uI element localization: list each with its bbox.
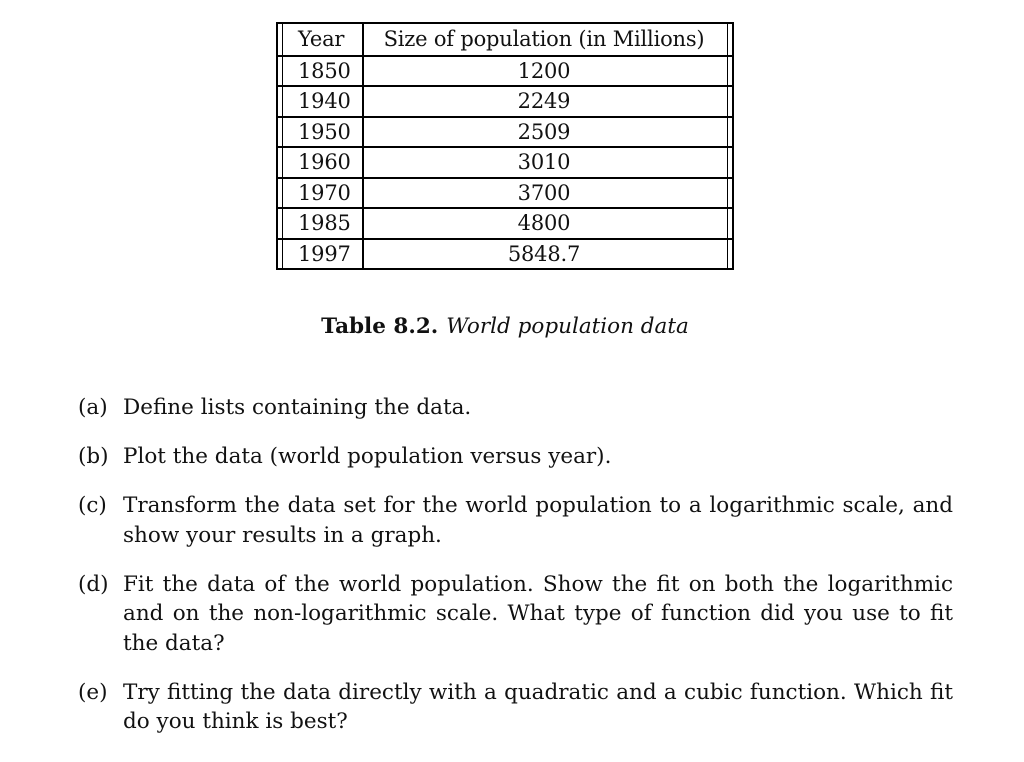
question-item bbox=[78, 570, 953, 659]
question-label: (a) bbox=[78, 395, 108, 420]
header-year: Year bbox=[298, 27, 345, 52]
cell-year: 1970 bbox=[298, 180, 351, 205]
question-label: (d) bbox=[78, 571, 109, 597]
cell-population: 5848.7 bbox=[507, 241, 581, 266]
question-list bbox=[78, 393, 953, 756]
question-text: Transform the data set for the world population to a logarithmic scale, and show your results in a graph. bbox=[123, 493, 953, 548]
cell-population: 4800 bbox=[517, 211, 571, 236]
cell-population: 3010 bbox=[517, 150, 571, 175]
cell-year: 1950 bbox=[298, 119, 351, 144]
caption-text: World population data bbox=[446, 314, 689, 339]
cell-population: 3700 bbox=[517, 180, 571, 205]
question-text: Define lists containing the data. bbox=[123, 395, 472, 420]
question-item bbox=[78, 393, 953, 423]
cell-year: 1960 bbox=[298, 150, 351, 175]
population-table bbox=[276, 22, 734, 270]
header-population: Size of population (in Millions) bbox=[383, 27, 705, 52]
cell-population: 1200 bbox=[517, 58, 571, 83]
cell-year: 1940 bbox=[298, 89, 351, 114]
table-caption bbox=[0, 314, 1010, 339]
question-text: Try fitting the data directly with a quadratic and a cubic function. Which fit do you think is best? bbox=[123, 679, 953, 734]
question-item bbox=[78, 442, 953, 472]
table-row bbox=[278, 207, 732, 238]
cell-year: 1985 bbox=[298, 211, 351, 236]
table-header-row bbox=[278, 24, 732, 55]
question-text: Plot the data (world population versus year). bbox=[123, 444, 612, 469]
question-label: (c) bbox=[78, 493, 107, 518]
question-item bbox=[78, 678, 953, 737]
cell-year: 1997 bbox=[298, 241, 351, 266]
table-row bbox=[278, 146, 732, 177]
table-row bbox=[278, 116, 732, 147]
table-row bbox=[278, 238, 732, 269]
question-label: (e) bbox=[78, 679, 108, 705]
cell-year: 1850 bbox=[298, 58, 351, 83]
table-row bbox=[278, 55, 732, 86]
question-text: Fit the data of the world population. Show the fit on both the logarithmic and on the non-logarithmic scale. What type of function did you use to fit the data? bbox=[123, 571, 953, 656]
cell-population: 2509 bbox=[517, 119, 571, 144]
question-item bbox=[78, 491, 953, 550]
table-row bbox=[278, 85, 732, 116]
question-label: (b) bbox=[78, 444, 109, 469]
table-row bbox=[278, 177, 732, 208]
cell-population: 2249 bbox=[517, 89, 571, 114]
caption-label: Table 8.2. bbox=[321, 314, 439, 339]
